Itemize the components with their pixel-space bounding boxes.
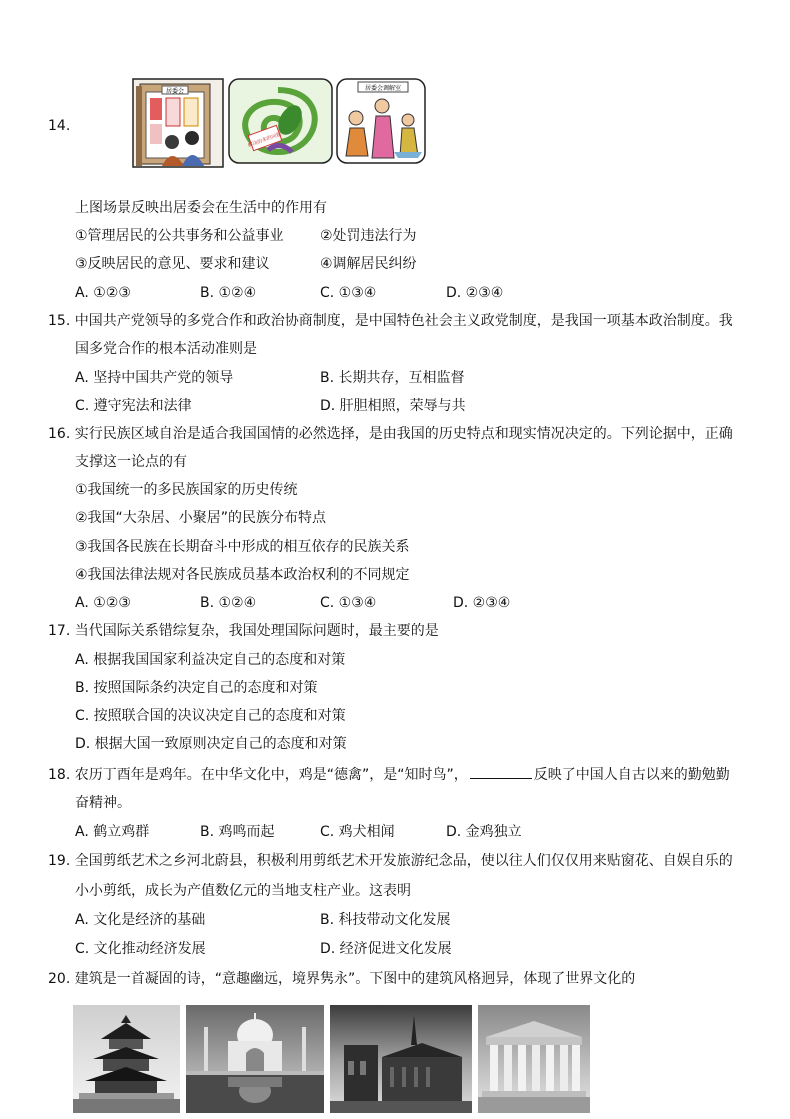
question-18-stem-line-2: 奋精神。 <box>75 795 131 811</box>
q18-option-c[interactable]: C. 鸡犬相闻 <box>320 824 395 840</box>
q17-option-a[interactable]: A. 根据我国国家利益决定自己的态度和对策 <box>75 652 346 668</box>
q16-option-c[interactable]: C. ①③④ <box>320 595 377 611</box>
q15-option-b[interactable]: B. 长期共存，互相监督 <box>320 370 465 386</box>
q18-option-d[interactable]: D. 金鸡独立 <box>446 824 522 840</box>
question-16-stem-line-2: 支撑这一论点的有 <box>75 454 187 470</box>
q16-option-d[interactable]: D. ②③④ <box>453 595 511 611</box>
question-14-number: 14. <box>48 118 71 134</box>
temple-of-heaven-photo <box>73 1005 180 1113</box>
q14-option-d[interactable]: D. ②③④ <box>446 285 504 301</box>
q16-item-3: ③我国各民族在长期奋斗中形成的相互依存的民族关系 <box>75 539 410 555</box>
notice-board-illustration <box>132 78 224 168</box>
mediation-sign: 居委会调解室 <box>364 85 402 92</box>
q15-option-d[interactable]: D. 肝胆相照，荣辱与共 <box>320 398 466 414</box>
mediation-room-illustration <box>336 78 426 164</box>
answer-blank[interactable] <box>470 764 532 779</box>
parthenon-photo <box>478 1005 590 1113</box>
gift-sign: 解决的多的问题 <box>247 131 283 150</box>
question-18-stem-part-b: 反映了中国人自古以来的勤勉勤 <box>533 767 730 783</box>
q16-item-4: ④我国法律法规对各民族成员基本政治权利的不同规定 <box>75 567 410 583</box>
question-19-stem-line-1: 19. 全国剪纸艺术之乡河北蔚县，积极利用剪纸艺术开发旅游纪念品，使以往人们仅仅用来贴窗花、自娱自乐的 <box>48 853 733 869</box>
q17-option-b[interactable]: B. 按照国际条约决定自己的态度和对策 <box>75 680 318 696</box>
q16-item-1: ①我国统一的多民族国家的历史传统 <box>75 482 298 498</box>
question-18-stem-part-a: 18. 农历丁酉年是鸡年。在中华文化中，鸡是“德禽”，是“知时鸟”， <box>48 767 468 783</box>
q14-item-2: ②处罚违法行为 <box>320 228 417 244</box>
q17-option-c[interactable]: C. 按照联合国的决议决定自己的态度和对策 <box>75 708 346 724</box>
question-16-stem-line-1: 16. 实行民族区域自治是适合我国国情的必然选择，是由我国的历史特点和现实情况决定的。下列论据中，正确 <box>48 426 733 442</box>
q19-option-d[interactable]: D. 经济促进文化发展 <box>320 941 452 957</box>
q18-option-a[interactable]: A. 鹤立鸡群 <box>75 824 150 840</box>
q14-item-4: ④调解居民纠纷 <box>320 256 417 272</box>
question-20-stem: 20. 建筑是一首凝固的诗，“意趣幽远，境界隽永”。下图中的建筑风格迥异，体现了世界文化的 <box>48 971 636 987</box>
question-15-stem-line-1: 15. 中国共产党领导的多党合作和政治协商制度，是中国特色社会主义政党制度，是我国一项基本政治制度。我 <box>48 313 733 329</box>
q14-item-1: ①管理居民的公共事务和公益事业 <box>75 228 284 244</box>
q19-option-b[interactable]: B. 科技带动文化发展 <box>320 912 451 928</box>
q17-option-d[interactable]: D. 根据大国一致原则决定自己的态度和对策 <box>75 736 347 752</box>
question-15-stem-line-2: 国多党合作的根本活动准则是 <box>75 341 257 357</box>
q18-option-b[interactable]: B. 鸡鸣而起 <box>200 824 275 840</box>
question-17-stem: 17. 当代国际关系错综复杂，我国处理国际问题时，最主要的是 <box>48 623 439 639</box>
q14-option-a[interactable]: A. ①②③ <box>75 285 131 301</box>
q15-option-a[interactable]: A. 坚持中国共产党的领导 <box>75 370 234 386</box>
q16-option-b[interactable]: B. ①②④ <box>200 595 257 611</box>
question-18-stem-line-1 <box>48 764 730 784</box>
q19-option-c[interactable]: C. 文化推动经济发展 <box>75 941 206 957</box>
q14-item-3: ③反映居民的意见、要求和建议 <box>75 256 270 272</box>
q15-option-c[interactable]: C. 遵守宪法和法律 <box>75 398 192 414</box>
question-14-stem: 上图场景反映出居委会在生活中的作用有 <box>75 200 327 216</box>
q16-option-a[interactable]: A. ①②③ <box>75 595 131 611</box>
q16-item-2: ②我国“大杂居、小聚居”的民族分布特点 <box>75 510 327 526</box>
notice-sign: 居委会 <box>165 88 185 95</box>
q14-option-b[interactable]: B. ①②④ <box>200 285 257 301</box>
question-19-stem-line-2: 小小剪纸，成长为产值数亿元的当地支柱产业。这表明 <box>75 883 411 899</box>
q19-option-a[interactable]: A. 文化是经济的基础 <box>75 912 206 928</box>
maze-gift-illustration <box>228 78 333 164</box>
notre-dame-photo <box>330 1005 472 1113</box>
q14-option-c[interactable]: C. ①③④ <box>320 285 377 301</box>
taj-mahal-photo <box>186 1005 324 1113</box>
